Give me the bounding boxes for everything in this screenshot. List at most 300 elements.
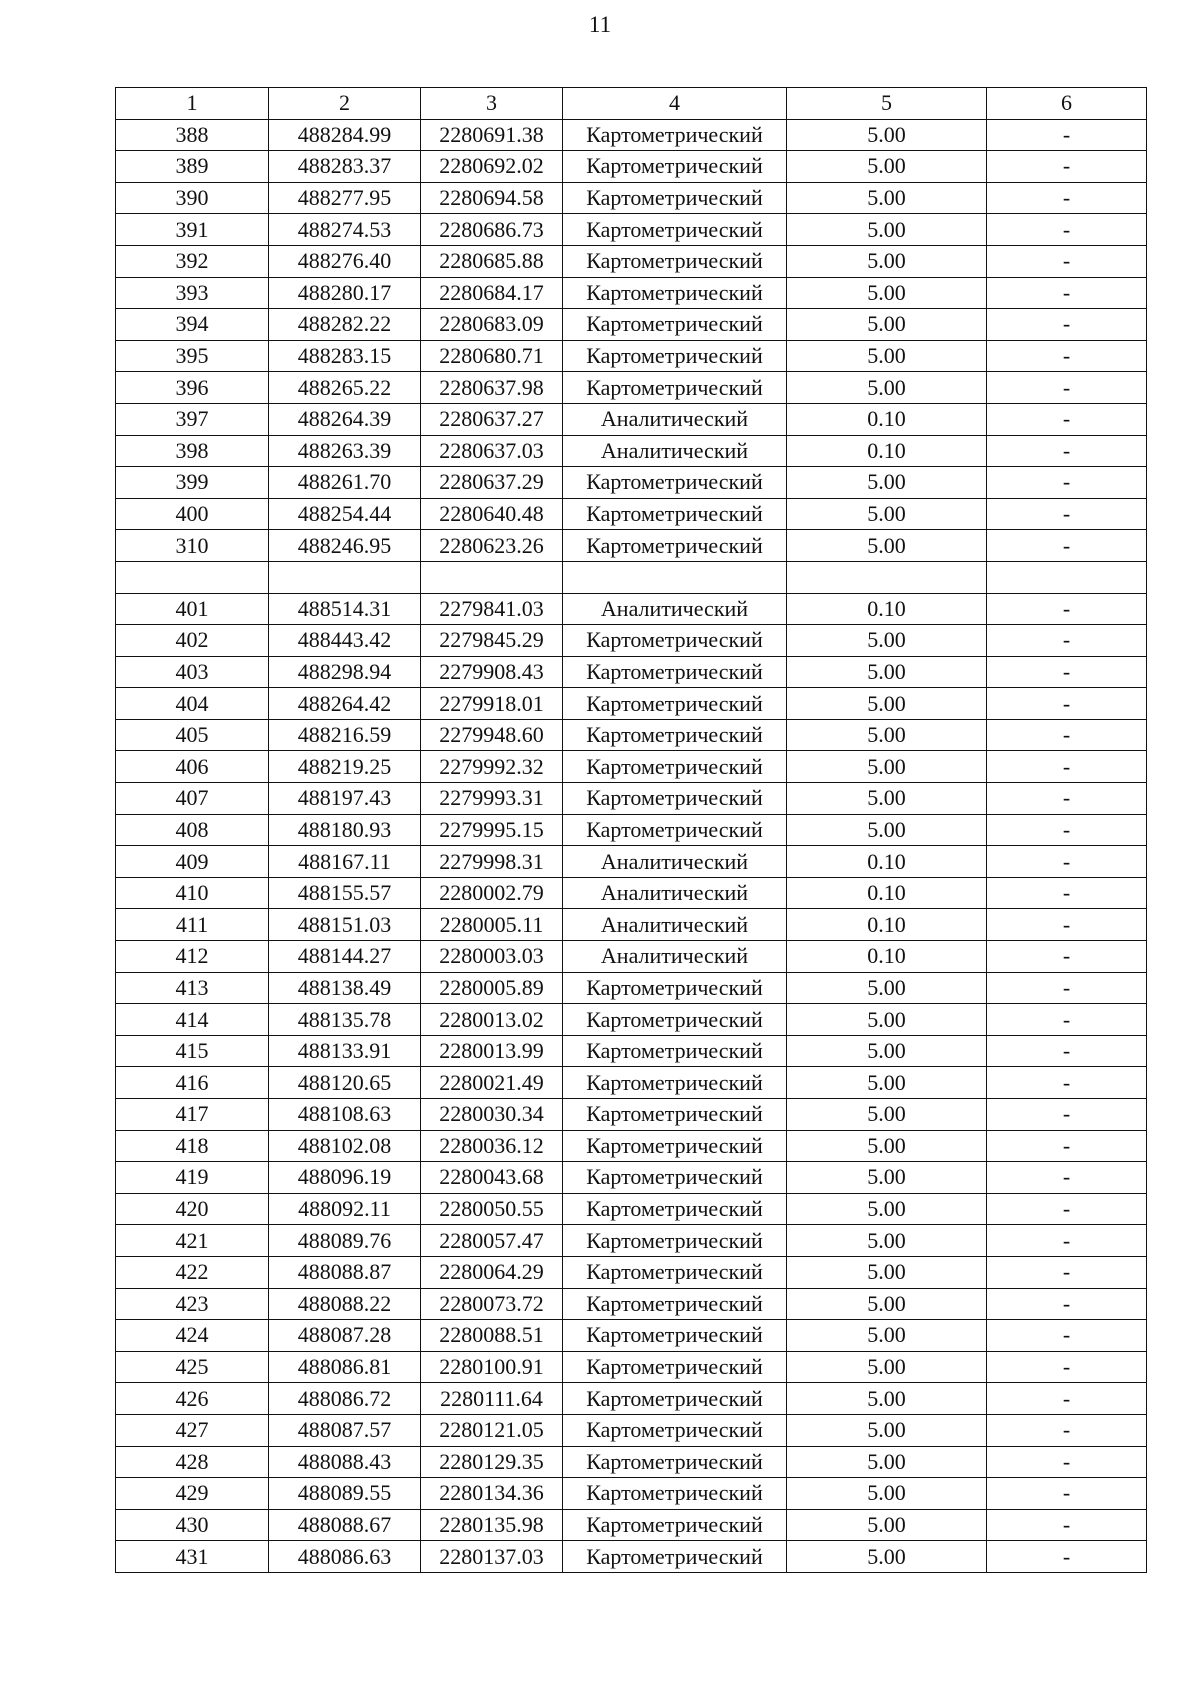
point-number-cell: 411 xyxy=(116,909,269,941)
x-coordinate-cell: 488282.22 xyxy=(269,309,421,341)
method-cell: Аналитический xyxy=(563,877,787,909)
table-row xyxy=(116,1035,1147,1067)
description-cell: - xyxy=(987,877,1147,909)
header-row xyxy=(116,88,1147,120)
x-coordinate-cell: 488087.28 xyxy=(269,1320,421,1352)
y-coordinate-cell: 2280137.03 xyxy=(421,1541,563,1573)
description-cell: - xyxy=(987,277,1147,309)
accuracy-cell: 0.10 xyxy=(787,403,987,435)
y-coordinate-cell: 2280111.64 xyxy=(421,1383,563,1415)
y-coordinate-cell: 2279992.32 xyxy=(421,751,563,783)
method-cell: Картометрический xyxy=(563,277,787,309)
column-header-4: 4 xyxy=(563,88,787,120)
table-row xyxy=(116,751,1147,783)
accuracy-cell: 5.00 xyxy=(787,119,987,151)
method-cell: Картометрический xyxy=(563,1035,787,1067)
table-row xyxy=(116,814,1147,846)
x-coordinate-cell: 488264.42 xyxy=(269,688,421,720)
point-number-cell: 407 xyxy=(116,783,269,815)
description-cell: - xyxy=(987,846,1147,878)
method-cell: Картометрический xyxy=(563,1256,787,1288)
point-number-cell: 394 xyxy=(116,309,269,341)
x-coordinate-cell: 488151.03 xyxy=(269,909,421,941)
method-cell: Картометрический xyxy=(563,1130,787,1162)
x-coordinate-cell: 488261.70 xyxy=(269,467,421,499)
description-cell: - xyxy=(987,719,1147,751)
description-cell: - xyxy=(987,1225,1147,1257)
point-number-cell: 388 xyxy=(116,119,269,151)
description-cell: - xyxy=(987,1383,1147,1415)
accuracy-cell: 5.00 xyxy=(787,1541,987,1573)
method-cell: Аналитический xyxy=(563,435,787,467)
accuracy-cell: 5.00 xyxy=(787,372,987,404)
method-cell: Картометрический xyxy=(563,1383,787,1415)
x-coordinate-cell: 488514.31 xyxy=(269,593,421,625)
x-coordinate-cell: 488108.63 xyxy=(269,1099,421,1131)
y-coordinate-cell: 2280121.05 xyxy=(421,1414,563,1446)
point-number-cell: 418 xyxy=(116,1130,269,1162)
table-row xyxy=(116,403,1147,435)
method-cell: Картометрический xyxy=(563,1446,787,1478)
y-coordinate-cell: 2279948.60 xyxy=(421,719,563,751)
table-row xyxy=(116,1193,1147,1225)
description-cell: - xyxy=(987,593,1147,625)
x-coordinate-cell: 488298.94 xyxy=(269,656,421,688)
table-row xyxy=(116,1067,1147,1099)
point-number-cell: 426 xyxy=(116,1383,269,1415)
table-row xyxy=(116,1256,1147,1288)
accuracy-cell: 5.00 xyxy=(787,1509,987,1541)
accuracy-cell: 5.00 xyxy=(787,277,987,309)
accuracy-cell: 5.00 xyxy=(787,1035,987,1067)
x-coordinate-cell: 488086.81 xyxy=(269,1351,421,1383)
point-number-cell: 409 xyxy=(116,846,269,878)
x-coordinate-cell: 488277.95 xyxy=(269,182,421,214)
point-number-cell: 401 xyxy=(116,593,269,625)
description-cell: - xyxy=(987,1509,1147,1541)
point-number-cell: 393 xyxy=(116,277,269,309)
y-coordinate-cell: 2279998.31 xyxy=(421,846,563,878)
accuracy-cell: 5.00 xyxy=(787,1478,987,1510)
point-number-cell: 403 xyxy=(116,656,269,688)
accuracy-cell: 5.00 xyxy=(787,1130,987,1162)
accuracy-cell: 5.00 xyxy=(787,625,987,657)
table-row xyxy=(116,530,1147,562)
accuracy-cell: 0.10 xyxy=(787,593,987,625)
table-row xyxy=(116,1004,1147,1036)
method-cell: Картометрический xyxy=(563,719,787,751)
y-coordinate-cell: 2280685.88 xyxy=(421,245,563,277)
description-cell: - xyxy=(987,403,1147,435)
description-cell: - xyxy=(987,214,1147,246)
x-coordinate-cell: 488096.19 xyxy=(269,1162,421,1194)
description-cell: - xyxy=(987,340,1147,372)
point-number-cell: 412 xyxy=(116,941,269,973)
accuracy-cell: 5.00 xyxy=(787,783,987,815)
y-coordinate-cell: 2280134.36 xyxy=(421,1478,563,1510)
table-row xyxy=(116,877,1147,909)
y-coordinate-cell: 2280030.34 xyxy=(421,1099,563,1131)
method-cell: Картометрический xyxy=(563,151,787,183)
method-cell: Картометрический xyxy=(563,972,787,1004)
x-coordinate-cell: 488092.11 xyxy=(269,1193,421,1225)
method-cell: Картометрический xyxy=(563,1541,787,1573)
method-cell: Картометрический xyxy=(563,751,787,783)
method-cell: Картометрический xyxy=(563,1225,787,1257)
x-coordinate-cell: 488133.91 xyxy=(269,1035,421,1067)
table-row xyxy=(116,688,1147,720)
accuracy-cell: 5.00 xyxy=(787,1351,987,1383)
method-cell: Аналитический xyxy=(563,403,787,435)
y-coordinate-cell: 2280057.47 xyxy=(421,1225,563,1257)
x-coordinate-cell: 488180.93 xyxy=(269,814,421,846)
description-cell: - xyxy=(987,1130,1147,1162)
point-number-cell: 420 xyxy=(116,1193,269,1225)
table-row xyxy=(116,909,1147,941)
accuracy-cell: 5.00 xyxy=(787,1446,987,1478)
column-header-5: 5 xyxy=(787,88,987,120)
method-cell: Картометрический xyxy=(563,530,787,562)
method-cell: Аналитический xyxy=(563,941,787,973)
accuracy-cell: 5.00 xyxy=(787,1320,987,1352)
description-cell: - xyxy=(987,1256,1147,1288)
x-coordinate-cell: 488246.95 xyxy=(269,530,421,562)
y-coordinate-cell: 2280002.79 xyxy=(421,877,563,909)
x-coordinate-cell: 488089.76 xyxy=(269,1225,421,1257)
point-number-cell: 431 xyxy=(116,1541,269,1573)
table-row xyxy=(116,1414,1147,1446)
point-number-cell: 391 xyxy=(116,214,269,246)
table-row xyxy=(116,846,1147,878)
description-cell: - xyxy=(987,1541,1147,1573)
method-cell: Картометрический xyxy=(563,783,787,815)
accuracy-cell: 5.00 xyxy=(787,182,987,214)
y-coordinate-cell: 2280692.02 xyxy=(421,151,563,183)
x-coordinate-cell: 488263.39 xyxy=(269,435,421,467)
accuracy-cell: 5.00 xyxy=(787,245,987,277)
x-coordinate-cell: 488197.43 xyxy=(269,783,421,815)
y-coordinate-cell: 2280135.98 xyxy=(421,1509,563,1541)
point-number-cell: 423 xyxy=(116,1288,269,1320)
point-number-cell: 392 xyxy=(116,245,269,277)
x-coordinate-cell: 488155.57 xyxy=(269,877,421,909)
table-row xyxy=(116,625,1147,657)
y-coordinate-cell: 2280013.02 xyxy=(421,1004,563,1036)
point-number-cell: 310 xyxy=(116,530,269,562)
method-cell: Картометрический xyxy=(563,498,787,530)
y-coordinate-cell: 2280064.29 xyxy=(421,1256,563,1288)
method-cell: Картометрический xyxy=(563,1351,787,1383)
description-cell: - xyxy=(987,1446,1147,1478)
method-cell: Картометрический xyxy=(563,119,787,151)
accuracy-cell: 5.00 xyxy=(787,1414,987,1446)
description-cell: - xyxy=(987,467,1147,499)
description-cell: - xyxy=(987,814,1147,846)
accuracy-cell: 5.00 xyxy=(787,309,987,341)
point-number-cell: 422 xyxy=(116,1256,269,1288)
table-row xyxy=(116,151,1147,183)
column-header-1: 1 xyxy=(116,88,269,120)
method-cell: Картометрический xyxy=(563,214,787,246)
description-cell: - xyxy=(987,1193,1147,1225)
y-coordinate-cell: 2280686.73 xyxy=(421,214,563,246)
point-number-cell: 427 xyxy=(116,1414,269,1446)
point-number-cell: 408 xyxy=(116,814,269,846)
description-cell: - xyxy=(987,498,1147,530)
point-number-cell: 410 xyxy=(116,877,269,909)
method-cell: Картометрический xyxy=(563,1067,787,1099)
y-coordinate-cell: 2279908.43 xyxy=(421,656,563,688)
description-cell: - xyxy=(987,972,1147,1004)
description-cell: - xyxy=(987,783,1147,815)
column-header-2: 2 xyxy=(269,88,421,120)
description-cell: - xyxy=(987,530,1147,562)
y-coordinate-cell: 2280013.99 xyxy=(421,1035,563,1067)
accuracy-cell xyxy=(787,561,987,593)
point-number-cell: 406 xyxy=(116,751,269,783)
accuracy-cell: 5.00 xyxy=(787,688,987,720)
accuracy-cell: 0.10 xyxy=(787,435,987,467)
description-cell: - xyxy=(987,688,1147,720)
y-coordinate-cell: 2280043.68 xyxy=(421,1162,563,1194)
y-coordinate-cell: 2279993.31 xyxy=(421,783,563,815)
description-cell: - xyxy=(987,151,1147,183)
method-cell: Картометрический xyxy=(563,340,787,372)
y-coordinate-cell: 2280683.09 xyxy=(421,309,563,341)
table-row xyxy=(116,498,1147,530)
accuracy-cell: 5.00 xyxy=(787,1256,987,1288)
accuracy-cell: 5.00 xyxy=(787,151,987,183)
method-cell: Картометрический xyxy=(563,1162,787,1194)
description-cell: - xyxy=(987,1288,1147,1320)
table-row xyxy=(116,119,1147,151)
table-row xyxy=(116,1099,1147,1131)
description-cell: - xyxy=(987,372,1147,404)
table-row xyxy=(116,467,1147,499)
accuracy-cell: 0.10 xyxy=(787,846,987,878)
y-coordinate-cell: 2280623.26 xyxy=(421,530,563,562)
x-coordinate-cell: 488088.22 xyxy=(269,1288,421,1320)
description-cell: - xyxy=(987,1004,1147,1036)
x-coordinate-cell: 488120.65 xyxy=(269,1067,421,1099)
table-header xyxy=(116,88,1147,120)
x-coordinate-cell: 488089.55 xyxy=(269,1478,421,1510)
accuracy-cell: 5.00 xyxy=(787,719,987,751)
method-cell: Картометрический xyxy=(563,656,787,688)
description-cell: - xyxy=(987,1099,1147,1131)
point-number-cell: 400 xyxy=(116,498,269,530)
method-cell: Картометрический xyxy=(563,1288,787,1320)
y-coordinate-cell: 2280036.12 xyxy=(421,1130,563,1162)
description-cell: - xyxy=(987,1351,1147,1383)
description-cell: - xyxy=(987,751,1147,783)
table-row xyxy=(116,1509,1147,1541)
y-coordinate-cell: 2280684.17 xyxy=(421,277,563,309)
y-coordinate-cell: 2280088.51 xyxy=(421,1320,563,1352)
point-number-cell: 405 xyxy=(116,719,269,751)
table-row xyxy=(116,561,1147,593)
table-body xyxy=(116,119,1147,1572)
point-number-cell: 430 xyxy=(116,1509,269,1541)
x-coordinate-cell: 488274.53 xyxy=(269,214,421,246)
method-cell: Картометрический xyxy=(563,182,787,214)
table-row xyxy=(116,435,1147,467)
table-row xyxy=(116,214,1147,246)
x-coordinate-cell: 488088.43 xyxy=(269,1446,421,1478)
method-cell: Аналитический xyxy=(563,593,787,625)
description-cell: - xyxy=(987,245,1147,277)
y-coordinate-cell: 2279918.01 xyxy=(421,688,563,720)
x-coordinate-cell: 488265.22 xyxy=(269,372,421,404)
accuracy-cell: 5.00 xyxy=(787,1004,987,1036)
accuracy-cell: 5.00 xyxy=(787,1162,987,1194)
description-cell: - xyxy=(987,1320,1147,1352)
point-number-cell: 417 xyxy=(116,1099,269,1131)
x-coordinate-cell: 488102.08 xyxy=(269,1130,421,1162)
x-coordinate-cell: 488087.57 xyxy=(269,1414,421,1446)
y-coordinate-cell: 2280100.91 xyxy=(421,1351,563,1383)
y-coordinate-cell: 2280637.98 xyxy=(421,372,563,404)
point-number-cell: 413 xyxy=(116,972,269,1004)
point-number-cell: 389 xyxy=(116,151,269,183)
description-cell: - xyxy=(987,182,1147,214)
point-number-cell xyxy=(116,561,269,593)
accuracy-cell: 5.00 xyxy=(787,1193,987,1225)
x-coordinate-cell: 488443.42 xyxy=(269,625,421,657)
description-cell xyxy=(987,561,1147,593)
accuracy-cell: 5.00 xyxy=(787,467,987,499)
point-number-cell: 419 xyxy=(116,1162,269,1194)
y-coordinate-cell: 2279841.03 xyxy=(421,593,563,625)
accuracy-cell: 5.00 xyxy=(787,1288,987,1320)
y-coordinate-cell: 2280694.58 xyxy=(421,182,563,214)
table-row xyxy=(116,1383,1147,1415)
method-cell: Картометрический xyxy=(563,1509,787,1541)
description-cell: - xyxy=(987,1414,1147,1446)
x-coordinate-cell: 488276.40 xyxy=(269,245,421,277)
x-coordinate-cell: 488216.59 xyxy=(269,719,421,751)
x-coordinate-cell: 488283.15 xyxy=(269,340,421,372)
y-coordinate-cell: 2280680.71 xyxy=(421,340,563,372)
x-coordinate-cell: 488088.67 xyxy=(269,1509,421,1541)
point-number-cell: 415 xyxy=(116,1035,269,1067)
description-cell: - xyxy=(987,309,1147,341)
method-cell: Картометрический xyxy=(563,1004,787,1036)
point-number-cell: 425 xyxy=(116,1351,269,1383)
x-coordinate-cell: 488283.37 xyxy=(269,151,421,183)
y-coordinate-cell: 2280637.27 xyxy=(421,403,563,435)
accuracy-cell: 5.00 xyxy=(787,751,987,783)
method-cell: Картометрический xyxy=(563,1414,787,1446)
point-number-cell: 397 xyxy=(116,403,269,435)
table-row xyxy=(116,656,1147,688)
point-number-cell: 396 xyxy=(116,372,269,404)
description-cell: - xyxy=(987,435,1147,467)
accuracy-cell: 5.00 xyxy=(787,1067,987,1099)
description-cell: - xyxy=(987,625,1147,657)
accuracy-cell: 0.10 xyxy=(787,941,987,973)
y-coordinate-cell: 2280050.55 xyxy=(421,1193,563,1225)
x-coordinate-cell: 488135.78 xyxy=(269,1004,421,1036)
accuracy-cell: 5.00 xyxy=(787,340,987,372)
point-number-cell: 395 xyxy=(116,340,269,372)
y-coordinate-cell: 2280003.03 xyxy=(421,941,563,973)
table-row xyxy=(116,182,1147,214)
point-number-cell: 414 xyxy=(116,1004,269,1036)
accuracy-cell: 5.00 xyxy=(787,530,987,562)
method-cell: Картометрический xyxy=(563,1193,787,1225)
table-row xyxy=(116,1162,1147,1194)
x-coordinate-cell: 488280.17 xyxy=(269,277,421,309)
x-coordinate-cell: 488138.49 xyxy=(269,972,421,1004)
accuracy-cell: 5.00 xyxy=(787,1099,987,1131)
y-coordinate-cell: 2279995.15 xyxy=(421,814,563,846)
table-row xyxy=(116,277,1147,309)
table-row xyxy=(116,1351,1147,1383)
column-header-6: 6 xyxy=(987,88,1147,120)
x-coordinate-cell: 488219.25 xyxy=(269,751,421,783)
table-row xyxy=(116,309,1147,341)
x-coordinate-cell: 488284.99 xyxy=(269,119,421,151)
page-number: 11 xyxy=(588,12,612,37)
description-cell: - xyxy=(987,1162,1147,1194)
table-row xyxy=(116,593,1147,625)
x-coordinate-cell: 488254.44 xyxy=(269,498,421,530)
method-cell: Картометрический xyxy=(563,467,787,499)
description-cell: - xyxy=(987,941,1147,973)
table-row xyxy=(116,1478,1147,1510)
accuracy-cell: 5.00 xyxy=(787,498,987,530)
table-row xyxy=(116,372,1147,404)
point-number-cell: 424 xyxy=(116,1320,269,1352)
accuracy-cell: 0.10 xyxy=(787,909,987,941)
method-cell xyxy=(563,561,787,593)
y-coordinate-cell: 2280691.38 xyxy=(421,119,563,151)
x-coordinate-cell: 488264.39 xyxy=(269,403,421,435)
table-row xyxy=(116,719,1147,751)
description-cell: - xyxy=(987,909,1147,941)
accuracy-cell: 5.00 xyxy=(787,656,987,688)
y-coordinate-cell: 2280637.03 xyxy=(421,435,563,467)
table-row xyxy=(116,1446,1147,1478)
y-coordinate-cell: 2280637.29 xyxy=(421,467,563,499)
column-header-3: 3 xyxy=(421,88,563,120)
table-row xyxy=(116,1225,1147,1257)
y-coordinate-cell: 2280021.49 xyxy=(421,1067,563,1099)
point-number-cell: 416 xyxy=(116,1067,269,1099)
accuracy-cell: 0.10 xyxy=(787,877,987,909)
x-coordinate-cell: 488144.27 xyxy=(269,941,421,973)
accuracy-cell: 5.00 xyxy=(787,214,987,246)
point-number-cell: 421 xyxy=(116,1225,269,1257)
accuracy-cell: 5.00 xyxy=(787,1225,987,1257)
x-coordinate-cell xyxy=(269,561,421,593)
point-number-cell: 398 xyxy=(116,435,269,467)
table-row xyxy=(116,941,1147,973)
table-row xyxy=(116,245,1147,277)
method-cell: Картометрический xyxy=(563,688,787,720)
x-coordinate-cell: 488086.72 xyxy=(269,1383,421,1415)
method-cell: Картометрический xyxy=(563,625,787,657)
description-cell: - xyxy=(987,1035,1147,1067)
point-number-cell: 390 xyxy=(116,182,269,214)
y-coordinate-cell: 2280005.89 xyxy=(421,972,563,1004)
x-coordinate-cell: 488086.63 xyxy=(269,1541,421,1573)
method-cell: Картометрический xyxy=(563,245,787,277)
table-row xyxy=(116,1541,1147,1573)
point-number-cell: 429 xyxy=(116,1478,269,1510)
accuracy-cell: 5.00 xyxy=(787,814,987,846)
